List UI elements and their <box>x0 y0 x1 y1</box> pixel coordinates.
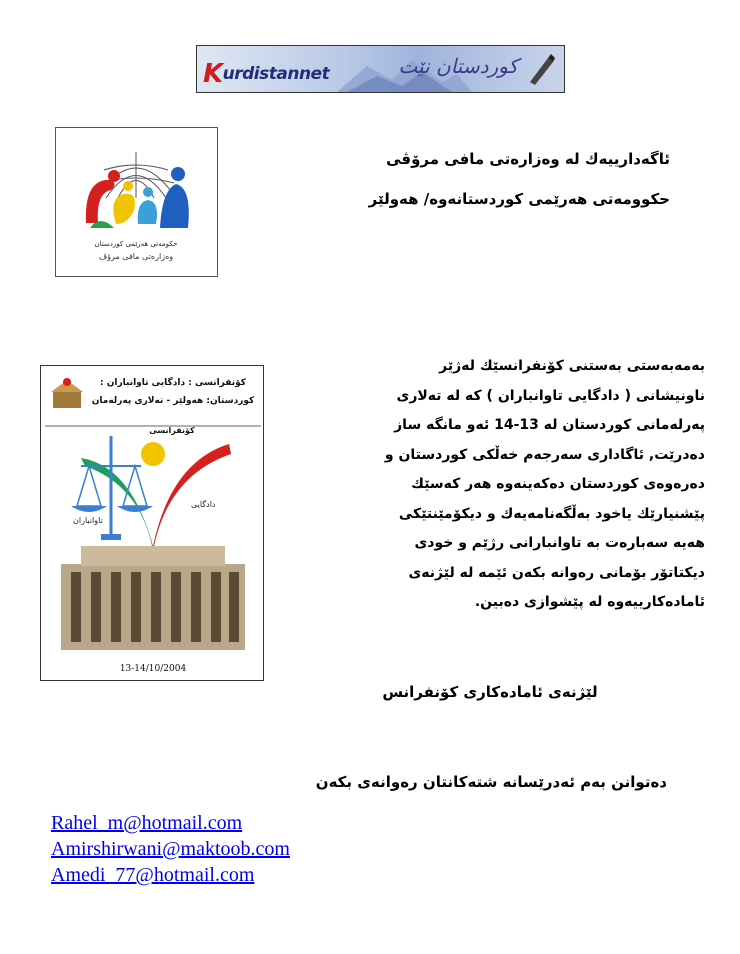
send-instruction: دەتوانن بەم ئەدرێسانە شتەكانتان رەوانەی بكەن <box>315 773 667 791</box>
pen-icon <box>526 52 556 86</box>
body-line: ئامادەكارییەوە لە پێشوازی دەبین. <box>474 594 705 610</box>
email-link-amedi[interactable]: Amedi_77@hotmail.com <box>51 864 255 886</box>
poster-conference-label: كۆنفرانسی <box>149 426 195 435</box>
body-line: ناونیشانی ( دادگایی تاوانباران ) كە لە تەلاری <box>396 387 705 404</box>
email-link-amirshirwani[interactable]: Amirshirwani@maktoob.com <box>51 838 290 860</box>
announcement-heading-line2: حكوومەتی هەرێمی كوردستانەوە/ هەولێر <box>368 190 670 208</box>
poster-date: 13-14/10/2004 <box>119 664 187 674</box>
body-line: دیكتاتۆر بۆمانی رەوانە بكەن ئێمە لە لێژنەی <box>408 564 705 581</box>
poster-word-left: تاوانباران <box>73 516 103 525</box>
poster-word-right: دادگایی <box>191 500 216 509</box>
body-line: دەرەوەی كوردستان دەكەینەوە هەر كەسێك <box>411 476 705 492</box>
body-line: بەمەبەستی بەستنی كۆنفرانسێك لەژێر <box>439 358 705 374</box>
body-line: پەرلەمانی كوردستان لە 13-14 ئەو مانگە ساز <box>394 417 705 433</box>
banner-arabic-logo: کوردستان نێت <box>398 54 518 78</box>
body-line: هەیە سەبارەت بە تاوانبارانی رژێم و خودی <box>414 535 705 551</box>
ministry-caption-bottom: وەزارەتی مافی مرۆڤ <box>98 252 174 261</box>
conference-poster <box>40 365 264 681</box>
announcement-heading-line1: ئاگەدارییەك لە وەزارەتی مافی مرۆڤی <box>386 150 670 168</box>
poster-title-line2: كوردستان: هەولێر - تەلاری پەرلەمان <box>91 396 255 406</box>
kurdistannet-banner[interactable] <box>196 45 565 93</box>
email-link-rahel[interactable]: Rahel_m@hotmail.com <box>51 812 243 834</box>
email-list <box>51 810 290 888</box>
committee-signature: لێژنەی ئامادەكاری كۆنفرانس <box>382 683 598 701</box>
body-line: پێشنیارێك یاخود بەڵگەنامەیەك و دیكۆمێنتێكی <box>398 505 705 522</box>
banner-latin-logo: Kurdistannet <box>203 59 330 89</box>
announcement-body <box>305 352 705 618</box>
ministry-caption-top: حکومەتی هەرێمی کوردستان <box>94 240 178 248</box>
poster-title-line1: كۆنفرانسی : دادگایی تاوانباران : <box>99 378 247 388</box>
body-line: دەدرێت, ئاگاداری سەرجەم خەڵكی كوردستان و <box>384 446 705 463</box>
human-rights-ministry-logo <box>55 127 218 277</box>
